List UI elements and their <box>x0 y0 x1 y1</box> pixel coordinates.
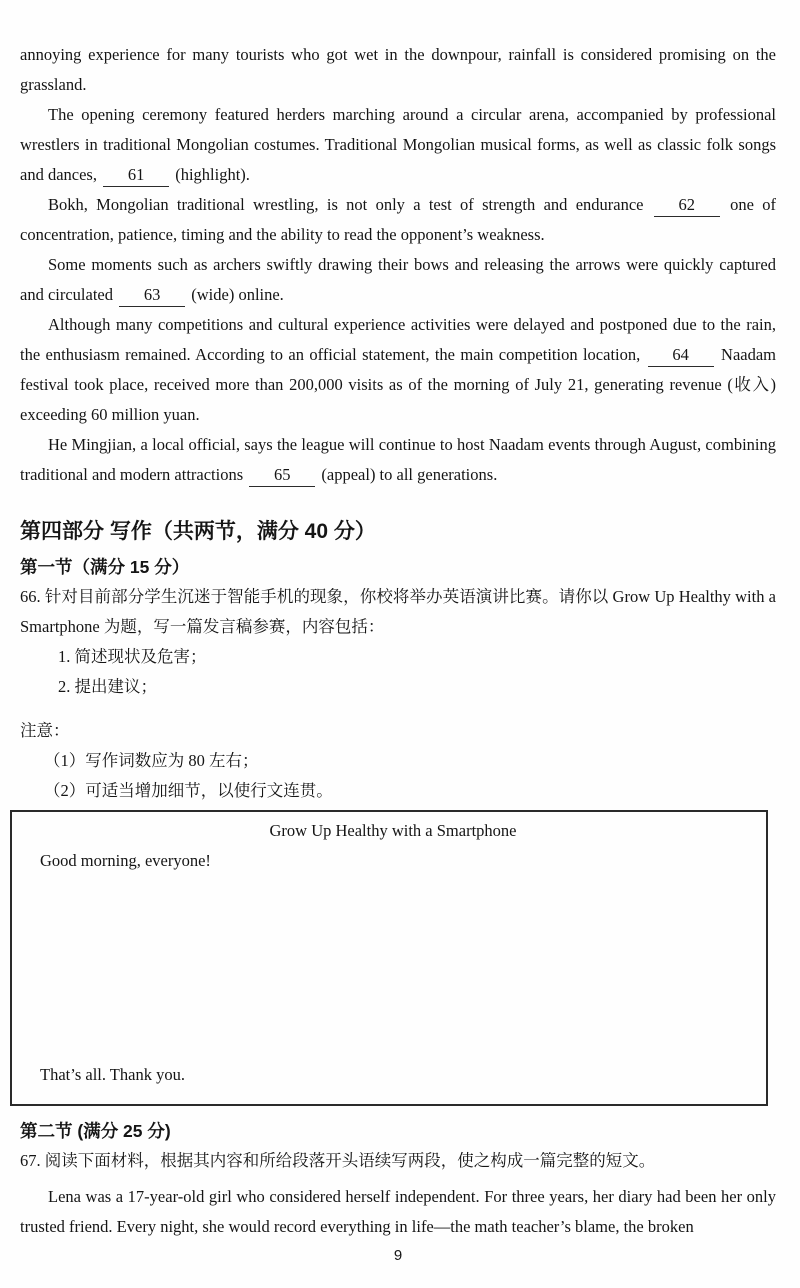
question-66-point-1: 1. 简述现状及危害； <box>58 647 207 666</box>
passage-text: He Mingjian, a local official, says the league will continue to host Naadam events through August, combining traditional and modern attractions <box>20 435 776 484</box>
essay-writing-space[interactable] <box>40 876 746 1060</box>
passage-text: one of concentration, patience, timing and the ability to read the opponent’s weakness. <box>20 195 776 244</box>
passage-text: Although many competitions and cultural experience activities were delayed and postponed due to the rain, the enthusiasm remained. According to an official statement, the main competition location, <box>20 315 776 364</box>
part4-writing-title: 第四部分 写作（共两节，满分 40 分） <box>20 520 376 543</box>
passage-paragraph-continuation <box>20 40 776 100</box>
fill-blank-63: 63 <box>119 284 185 307</box>
passage-paragraph-blank-64 <box>20 310 776 430</box>
fill-blank-65: 65 <box>249 464 315 487</box>
section1-title: 第一节（满分 15 分） <box>20 557 190 577</box>
essay-opening-line: Good morning, everyone! <box>40 851 211 870</box>
notes-label: 注意： <box>20 721 70 740</box>
passage-text: annoying experience for many tourists who got wet in the downpour, rainfall is considered promising on the grassland. <box>20 45 776 94</box>
passage-text: (highlight). <box>171 165 250 184</box>
essay-title: Grow Up Healthy with a Smartphone <box>269 821 517 840</box>
essay-answer-box[interactable] <box>10 810 768 1106</box>
question-66-point-2: 2. 提出建议； <box>58 677 157 696</box>
passage-paragraph-blank-61 <box>20 100 776 190</box>
passage-text: Bokh, Mongolian traditional wrestling, is not only a test of strength and endurance <box>48 195 652 214</box>
question-67-passage: Lena was a 17-year-old girl who considered herself independent. For three years, her diary had been her only trusted friend. Every night, she would record everything in life—the math teacher’s blame, the broken <box>20 1187 776 1236</box>
passage-paragraph-blank-63 <box>20 250 776 310</box>
note-2: （2）可适当增加细节，以使行文连贯。 <box>44 781 333 800</box>
question-67-prompt: 67. 阅读下面材料，根据其内容和所给段落开头语续写两段，使之构成一篇完整的短文。 <box>20 1151 656 1170</box>
note-1: （1）写作词数应为 80 左右； <box>44 751 259 770</box>
passage-text: (appeal) to all generations. <box>317 465 498 484</box>
question-66-prompt: 66. 针对目前部分学生沉迷于智能手机的现象，你校将举办英语演讲比赛。请你以 Grow Up Healthy with a Smartphone 为题，写一篇发言稿参赛，内容包括： <box>20 587 776 636</box>
passage-text: Naadam festival took place, received more than 200,000 visits as of the morning of July 21, generating revenue (收入) exceeding 60 million yuan. <box>20 345 776 424</box>
fill-blank-61: 61 <box>103 164 169 187</box>
passage-text: The opening ceremony featured herders marching around a circular arena, accompanied by professional wrestlers in traditional Mongolian costumes. Traditional Mongolian musical forms, as well as classic folk songs and dances, <box>20 105 776 184</box>
passage-paragraph-blank-62 <box>20 190 776 250</box>
fill-blank-64: 64 <box>648 344 714 367</box>
essay-closing-line: That’s all. Thank you. <box>40 1065 185 1084</box>
passage-text: Some moments such as archers swiftly drawing their bows and releasing the arrows were quickly captured and circulated <box>20 255 776 304</box>
fill-blank-62: 62 <box>654 194 720 217</box>
page-number: 9 <box>393 1247 403 1264</box>
section2-title: 第二节 (满分 25 分) <box>20 1121 171 1141</box>
passage-text: (wide) online. <box>187 285 284 304</box>
passage-paragraph-blank-65 <box>20 430 776 490</box>
